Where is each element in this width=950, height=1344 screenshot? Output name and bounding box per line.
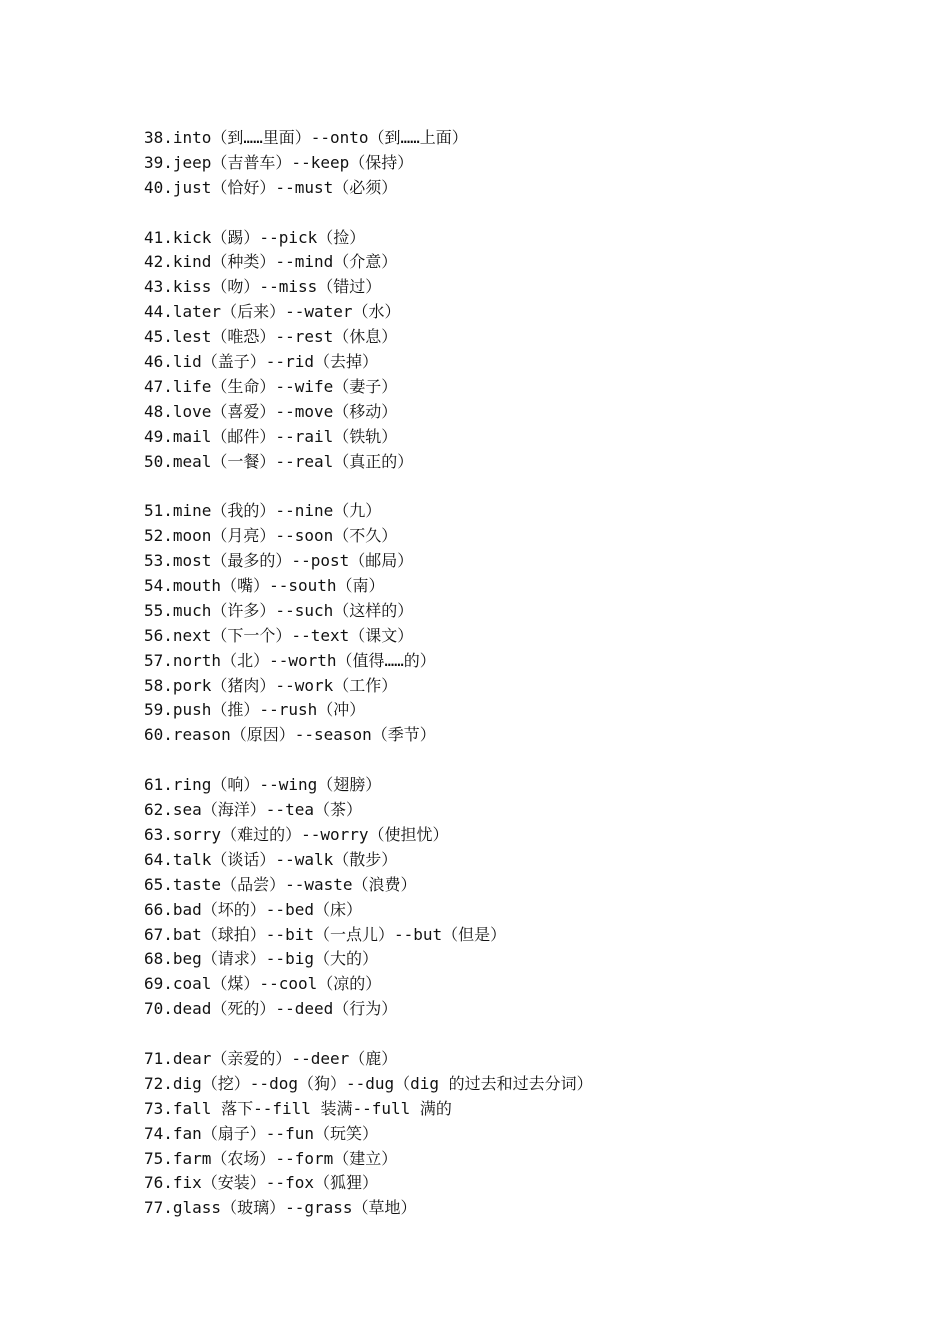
list-item: 46.lid（盖子）--rid（去掉）: [144, 352, 378, 372]
list-item: 75.farm（农场）--form（建立）: [144, 1148, 398, 1168]
list-item: 74.fan（扇子）--fun（玩笑）: [144, 1123, 378, 1143]
list-item: 56.next（下一个）--text（课文）: [144, 625, 414, 645]
word-group: [144, 126, 904, 201]
word-pair-list: [144, 126, 904, 1221]
word-group: [144, 773, 904, 1022]
word-group: [144, 1047, 904, 1221]
list-item: 43.kiss（吻）--miss（错过）: [144, 277, 382, 297]
list-item: 40.just（恰好）--must（必须）: [144, 177, 398, 197]
list-item: 51.mine（我的）--nine（九）: [144, 501, 382, 521]
list-item: 47.life（生命）--wife（妻子）: [144, 376, 398, 396]
list-item: 49.mail（邮件）--rail（铁轨）: [144, 426, 398, 446]
list-item: 63.sorry（难过的）--worry（使担忧）: [144, 824, 449, 844]
list-item: 44.later（后来）--water（水）: [144, 302, 401, 322]
word-group: [144, 226, 904, 475]
list-item: 45.lest（唯恐）--rest（休息）: [144, 327, 398, 347]
list-item: 38.into（到……里面）--onto（到……上面）: [144, 128, 468, 147]
list-item: 71.dear（亲爱的）--deer（鹿）: [144, 1048, 398, 1068]
list-item: 60.reason（原因）--season（季节）: [144, 725, 436, 745]
list-item: 50.meal（一餐）--real（真正的）: [144, 451, 414, 471]
list-item: 39.jeep（吉普车）--keep（保持）: [144, 152, 414, 172]
list-item: 42.kind（种类）--mind（介意）: [144, 252, 398, 272]
list-item: 58.pork（猪肉）--work（工作）: [144, 675, 398, 695]
list-item: 53.most（最多的）--post（邮局）: [144, 551, 414, 571]
list-item: 66.bad（坏的）--bed（床）: [144, 899, 362, 919]
list-item: 61.ring（响）--wing（翅膀）: [144, 775, 382, 795]
list-item: 77.glass（玻璃）--grass（草地）: [144, 1198, 417, 1218]
word-group: [144, 499, 904, 748]
list-item: 72.dig（挖）--dog（狗）--dug（dig 的过去和过去分词）: [144, 1073, 593, 1093]
list-item: 76.fix（安装）--fox（狐狸）: [144, 1173, 378, 1193]
list-item: 69.coal（煤）--cool（凉的）: [144, 974, 382, 994]
list-item: 64.talk（谈话）--walk（散步）: [144, 849, 398, 869]
list-item: 59.push（推）--rush（冲）: [144, 700, 366, 720]
list-item: 54.mouth（嘴）--south（南）: [144, 576, 385, 596]
group-spacer: [144, 748, 904, 773]
list-item: 41.kick（踢）--pick（捡）: [144, 227, 366, 247]
list-item: 73.fall 落下--fill 装满--full 满的: [144, 1098, 452, 1118]
list-item: 62.sea（海洋）--tea（茶）: [144, 800, 362, 820]
group-spacer: [144, 1022, 904, 1047]
list-item: 67.bat（球拍）--bit（一点儿）--but（但是）: [144, 924, 507, 944]
group-spacer: [144, 474, 904, 499]
list-item: 70.dead（死的）--deed（行为）: [144, 999, 398, 1019]
list-item: 65.taste（品尝）--waste（浪费）: [144, 874, 417, 894]
list-item: 57.north（北）--worth（值得……的）: [144, 650, 436, 670]
list-item: 52.moon（月亮）--soon（不久）: [144, 526, 398, 546]
group-spacer: [144, 201, 904, 226]
list-item: 55.much（许多）--such（这样的）: [144, 600, 414, 620]
list-item: 48.love（喜爱）--move（移动）: [144, 401, 398, 421]
list-item: 68.beg（请求）--big（大的）: [144, 949, 378, 969]
